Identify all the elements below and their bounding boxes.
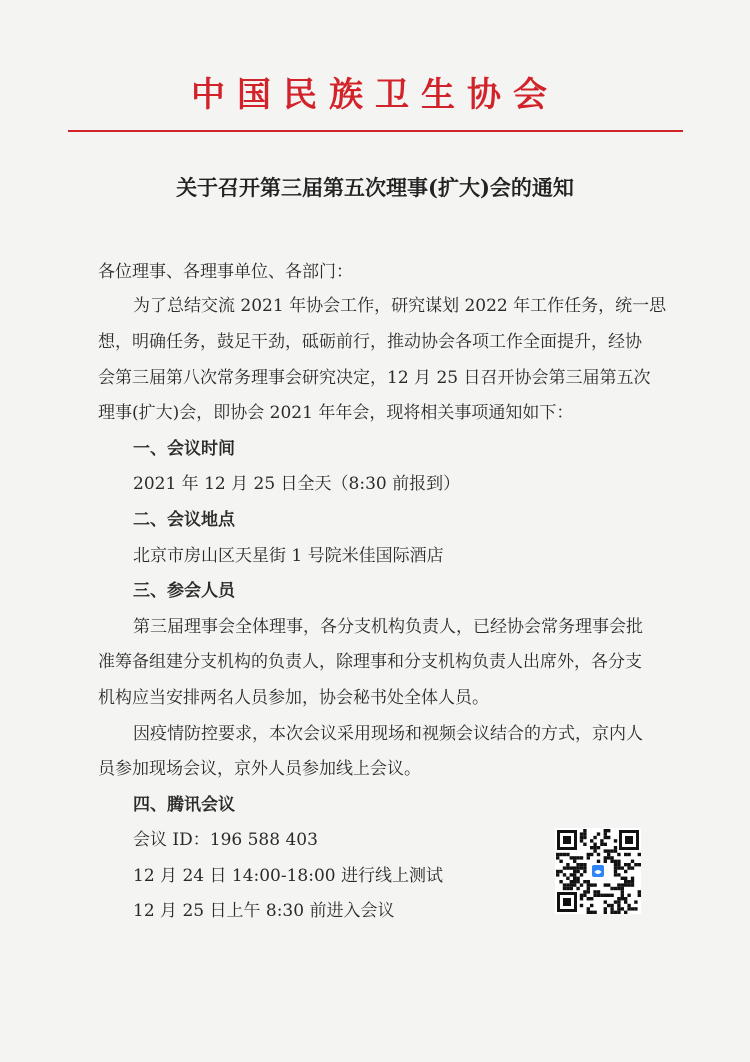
attendees-line: 因疫情防控要求，本次会议采用现场和视频会议结合的方式，京内人	[133, 724, 643, 744]
intro-line: 理事(扩大)会，即协会 2021 年年会，现将相关事项通知如下：	[98, 403, 574, 423]
attendees-line: 机构应当安排两名人员参加，协会秘书处全体人员。	[98, 688, 489, 708]
intro-line: 想，明确任务，鼓足干劲，砥砺前行，推动协会各项工作全面提升，经协	[98, 332, 642, 352]
test-time: 12 月 24 日 14:00-18:00 进行线上测试	[133, 866, 444, 886]
section-heading-attendees: 三、参会人员	[133, 581, 235, 601]
join-time: 12 月 25 日上午 8:30 前进入会议	[133, 901, 395, 921]
qr-code-icon	[555, 828, 641, 914]
intro-line: 为了总结交流 2021 年协会工作，研究谋划 2022 年工作任务，统一思	[133, 296, 667, 316]
organization-name: 中国民族卫生协会	[191, 75, 559, 115]
section-heading-location: 二、会议地点	[133, 510, 235, 530]
attendees-line: 员参加现场会议，京外人员参加线上会议。	[98, 759, 421, 779]
attendees-line: 第三届理事会全体理事，各分支机构负责人，已经协会常务理事会批	[133, 617, 643, 637]
attendees-line: 准筹备组建分支机构的负责人，除理事和分支机构负责人出席外，各分支	[98, 652, 642, 672]
intro-line: 会第三届第八次常务理事会研究决定，12 月 25 日召开协会第三届第五次	[98, 368, 651, 388]
section-heading-time: 一、会议时间	[133, 439, 235, 459]
meeting-time: 2021 年 12 月 25 日全天（8:30 前报到）	[133, 474, 461, 494]
notice-title: 关于召开第三届第五次理事(扩大)会的通知	[176, 175, 574, 200]
qr-code-graphic	[555, 828, 641, 914]
meeting-id: 会议 ID：196 588 403	[133, 830, 318, 850]
red-divider-line	[68, 130, 683, 132]
salutation: 各位理事、各理事单位、各部门：	[98, 262, 353, 282]
section-heading-tencent-meeting: 四、腾讯会议	[133, 795, 235, 815]
meeting-location: 北京市房山区天星街 1 号院米佳国际酒店	[133, 546, 444, 566]
